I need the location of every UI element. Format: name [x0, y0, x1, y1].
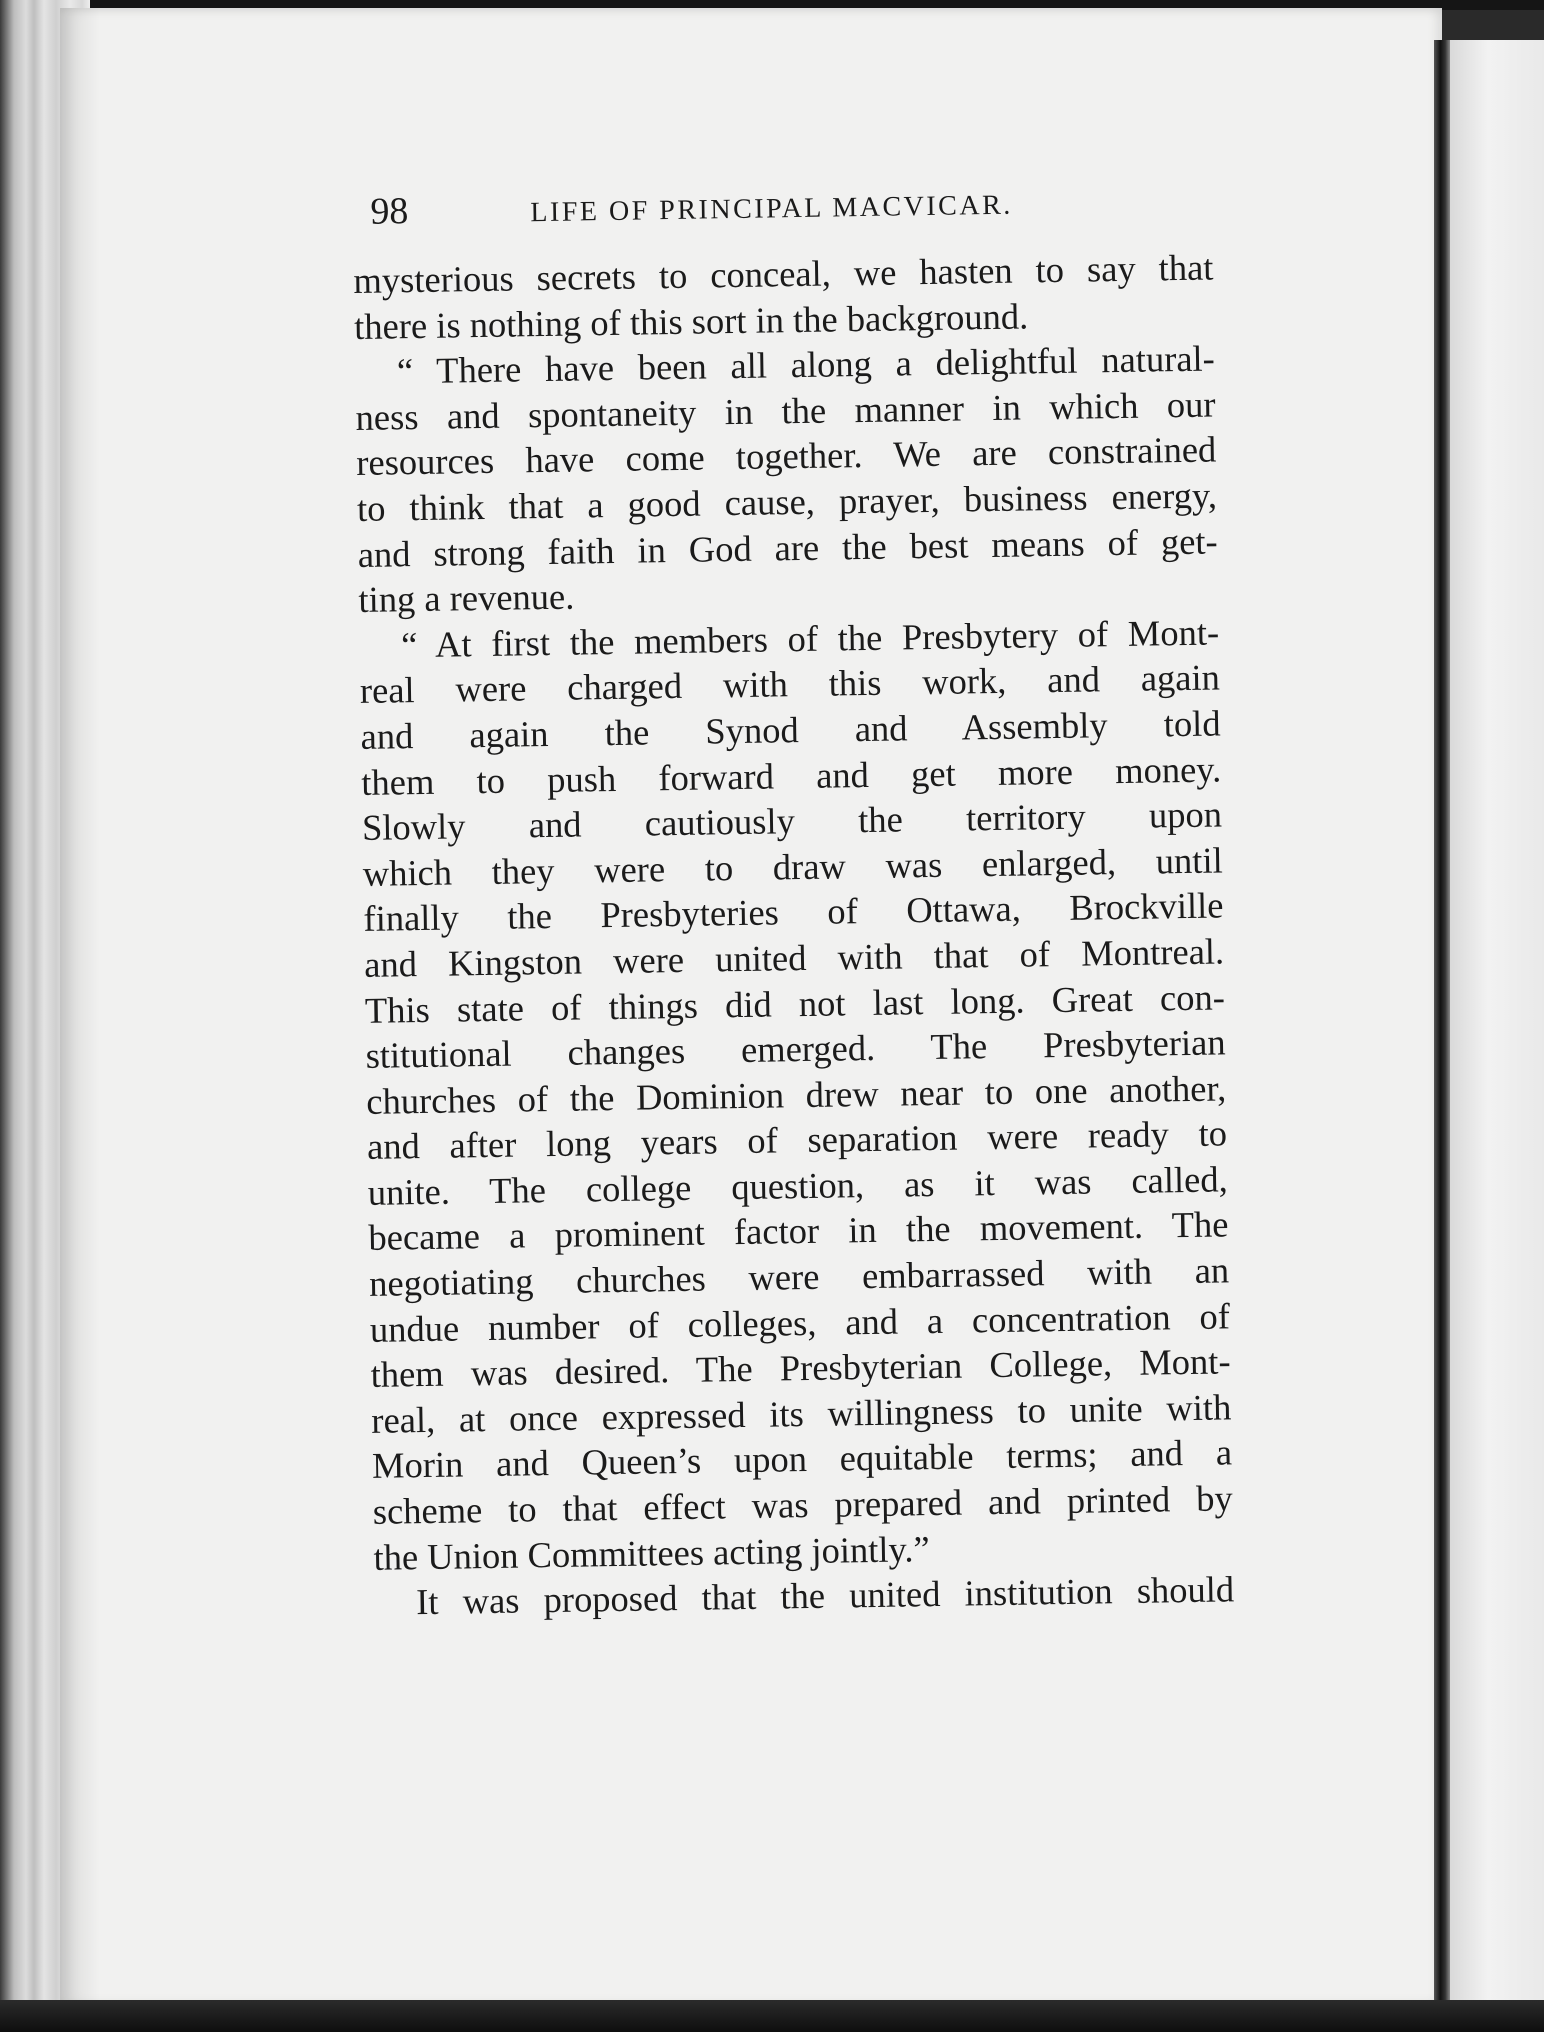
text-line: mysterious secrets to conceal, we hasten to say that [353, 246, 1214, 301]
text-line: This state of things did not last long. Great con- [364, 975, 1226, 1031]
text-line: them was desired. The Presbyterian College, Mont- [370, 1340, 1231, 1396]
page-text-block [352, 174, 1234, 1625]
text-line: and strong faith in God are the best means of get- [357, 520, 1218, 575]
text-line: real, at once expressed its willingness to unite with [371, 1386, 1232, 1441]
text-line: resources have come together. We are constrained [355, 428, 1217, 484]
running-head-title: LIFE OF PRINCIPAL MACVICAR. [530, 189, 1013, 229]
text-line: real were charged with this work, and again [359, 656, 1221, 712]
text-line: “ At first the members of the Presbytery of Mont- [400, 611, 1220, 666]
text-line: “ There have been all along a delightful natural- [396, 337, 1216, 392]
text-line: unite. The college question, as it was called, [367, 1158, 1228, 1213]
book-gutter [1434, 40, 1450, 2000]
text-line: them to push forward and get more money. [361, 747, 1222, 803]
text-line: churches of the Dominion drew near to one another, [366, 1067, 1227, 1122]
text-line: Morin and Queen’s upon equitable terms; and a [371, 1431, 1233, 1487]
text-line: stitutional changes emerged. The Presbyterian [365, 1021, 1226, 1076]
text-line: to think that a good cause, prayer, business energy, [356, 474, 1218, 529]
text-line: there is nothing of this sort in the background. [353, 294, 1029, 347]
text-line: undue number of colleges, and a concentration of [369, 1295, 1231, 1350]
page-binding-shadow [60, 8, 100, 2006]
text-line: became a prominent factor in the movement. The [368, 1203, 1229, 1259]
text-line: and Kingston were united with that of Montreal. [363, 930, 1225, 985]
text-line: finally the Presbyteries of Ottawa, Brockville [363, 884, 1224, 940]
text-line: ness and spontaneity in the manner in which our [355, 383, 1216, 438]
text-line: and again the Synod and Assembly told [360, 702, 1221, 757]
text-line: which they were to draw was enlarged, until [362, 839, 1223, 894]
text-line: the Union Committees acting jointly.” [373, 1527, 930, 1578]
text-line: scheme to that effect was prepared and printed by [372, 1477, 1234, 1532]
text-line: and after long years of separation were ready to [366, 1112, 1228, 1168]
text-line: ting a revenue. [358, 575, 575, 621]
text-line: negotiating churches were embarrassed with an [368, 1249, 1230, 1304]
text-line: Slowly and cautiously the territory upon [361, 793, 1223, 849]
facing-page-edge [1450, 40, 1544, 2005]
page-number: 98 [370, 190, 409, 233]
text-line: It was proposed that the united institution should [415, 1568, 1235, 1623]
scan-bottom-border [0, 2000, 1544, 2032]
